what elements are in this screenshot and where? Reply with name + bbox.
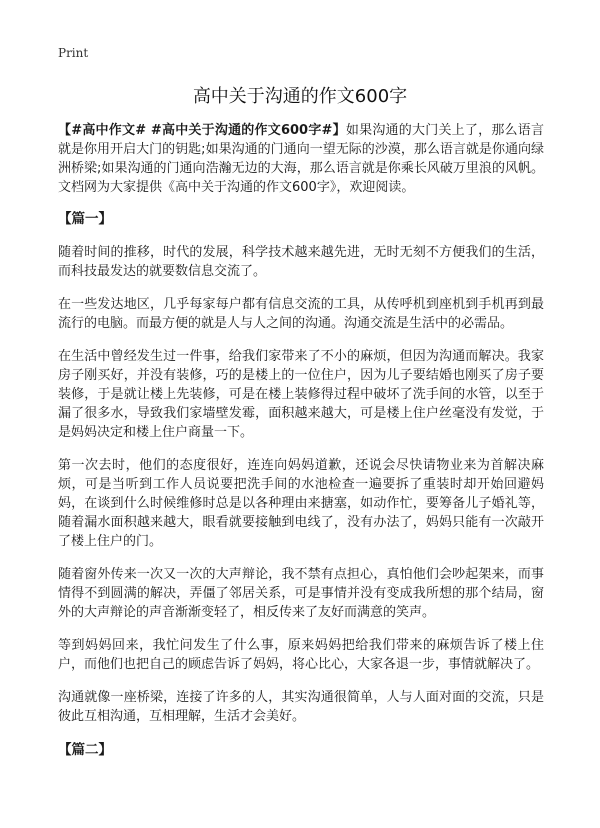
intro-paragraph (58, 121, 544, 197)
paragraph: 在一些发达地区，几乎每家每户都有信息交流的工具，从传呼机到座机到手机再到最流行的电脑。而最方便的就是人与人之间的沟通。沟通交流是生活中的必需品。 (58, 297, 544, 331)
section-heading-2: 【篇二】 (58, 742, 112, 758)
intro-tag: 【#高中作文# #高中关于沟通的作文600字#】 (58, 123, 346, 138)
document-title: 高中关于沟通的作文600字 (192, 86, 408, 107)
paragraph: 沟通就像一座桥梁，连接了许多的人，其实沟通很简单，人与人面对面的交流，只是彼此互相沟通，互相理解，生活才会美好。 (58, 690, 544, 724)
document-body (58, 121, 544, 774)
section-heading-1: 【篇一】 (58, 211, 112, 227)
paragraph: 随着窗外传来一次又一次的大声辩论，我不禁有点担心，真怕他们会吵起架来，而事情得不到圆满的解决，弄僵了邻居关系，可是事情并没有变成我所想的那个结局，窗外的大声辩论的声音渐渐变轻了，相反传来了友好而满意的笑声。 (58, 567, 544, 620)
paragraph: 第一次去时，他们的态度很好，连连向妈妈道歉，还说会尽快请物业来为首解决麻烦，可是当听到工作人员说要把洗手间的水池检查一遍要拆了重装时却开始回避妈妈，在谈到什么时候维修时总是以各种理由来搪塞，如动作忙，要筹备儿子婚礼等，随着漏水面积越来越大，眼看就要接触到电线了，没有办法了，妈妈只能有一次敲开了楼上住户的门。 (58, 458, 544, 549)
intro-text: 如果沟通的大门关上了，那么语言就是你用开启大门的钥匙;如果沟通的门通向一望无际的沙漠，那么语言就是你通向绿洲桥梁;如果沟通的门通向浩瀚无边的大海，那么语言就是你乘长风破万里浪的风帆。文档网为大家提供《高中关于沟通的作文600字》，欢迎阅读。 (58, 123, 544, 195)
paragraph: 等到妈妈回来，我忙问发生了什么事，原来妈妈把给我们带来的麻烦告诉了楼上住户，而他们也把自己的顾虑告诉了妈妈，将心比心，大家各退一步，事情就解决了。 (58, 638, 544, 672)
paragraph: 在生活中曾经发生过一件事，给我们家带来了不小的麻烦，但因为沟通而解决。我家房子刚买好，并没有装修，巧的是楼上的一位住户，因为儿子要结婚也刚买了房子要装修，于是就让楼上先装修，可是在楼上装修得过程中破坏了洗手间的水管，以至于漏了很多水，导致我们家墙壁发霉，面积越来越大，可是楼上住户丝毫没有发觉，于是妈妈决定和楼上住户商量一下。 (58, 349, 544, 440)
paragraph: 随着时间的推移，时代的发展，科学技术越来越先进，无时无刻不方便我们的生活，而科技最发达的就要数信息交流了。 (58, 245, 544, 279)
print-label: Print (58, 46, 89, 60)
